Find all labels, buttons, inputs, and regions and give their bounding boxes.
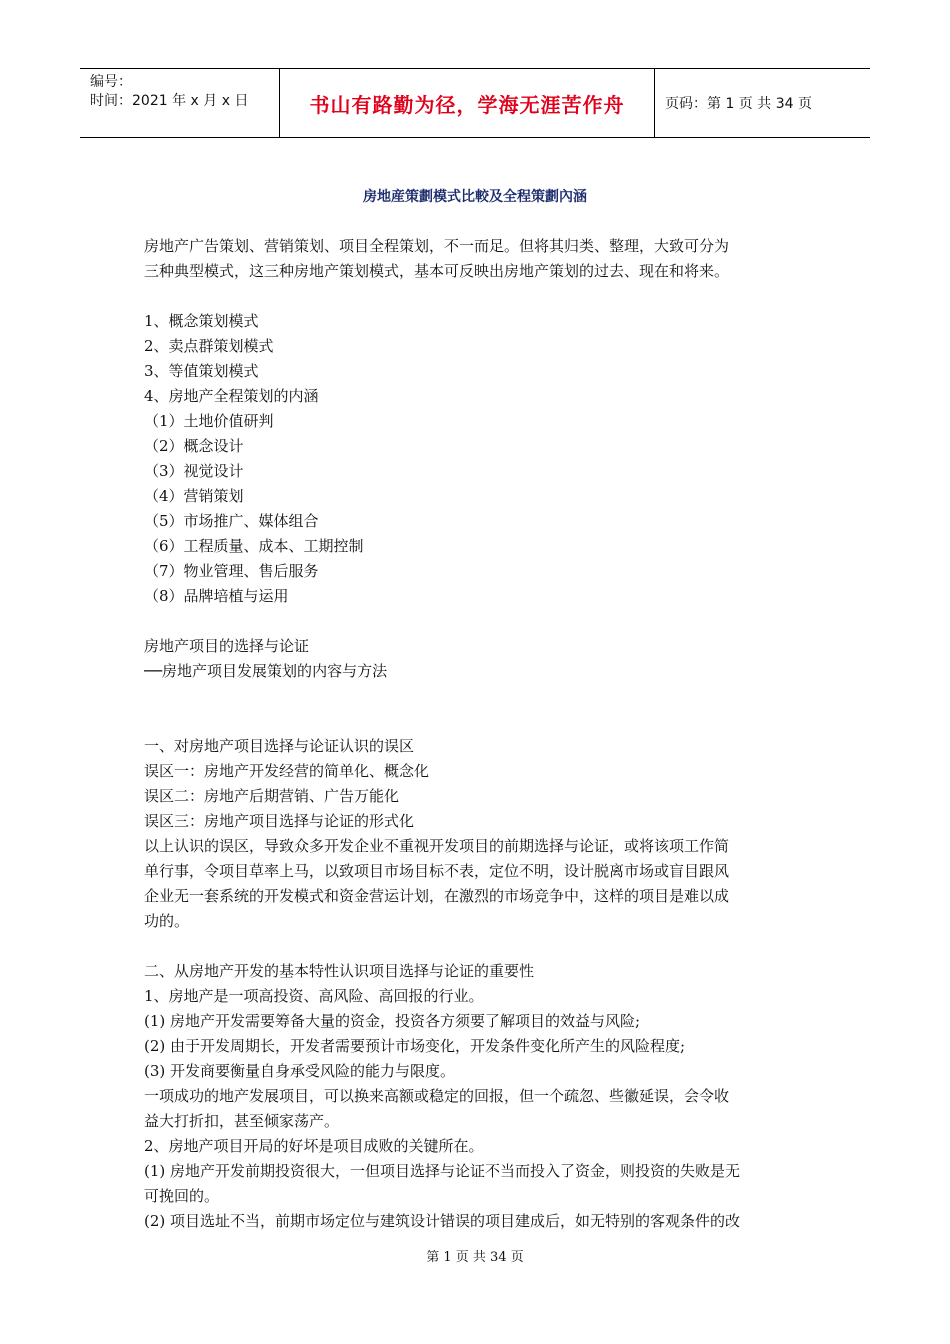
list-item: （6）工程质量、成本、工期控制 — [144, 537, 364, 555]
list-item: 3、等值策划模式 — [144, 362, 259, 380]
list-item: （1）土地价值研判 — [144, 412, 274, 430]
intro-line: 三种典型模式，这三种房地产策划模式，基本可反映出房地产策划的过去、现在和将来。 — [144, 262, 730, 280]
date-label: 时间：2021 年 x 月 x 日 — [90, 93, 249, 109]
section1-line: 一、对房地产项目选择与论证认识的误区 — [144, 737, 415, 755]
section2-line: 一项成功的地产发展项目，可以换来高额或稳定的回报，但一个疏忽、些徽延误，会令收 — [144, 1087, 730, 1105]
document-body — [144, 234, 812, 1234]
section1-line: 单行事，令项目草率上马，以致项目市场目标不表，定位不明，设计脱离市场或盲目跟风 — [144, 862, 730, 880]
section1-line: 误区一：房地产开发经营的简单化、概念化 — [144, 762, 430, 780]
section2-line: 益大打折扣，甚至倾家荡产。 — [144, 1112, 340, 1130]
document-title: 房地産策劃模式比較及全程策劃內涵 — [363, 189, 587, 205]
intro-line: 房地产广告策划、营销策划、项目全程策划，不一而足。但将其归类、整理，大致可分为 — [144, 237, 730, 255]
section2-line: (1) 房地产开发需要筹备大量的资金，投资各方须要了解项目的效益与风险; — [144, 1012, 641, 1030]
header-left-cell — [80, 69, 280, 137]
list-item: （5）市场推广、媒体组合 — [144, 512, 319, 530]
list-item: 1、概念策划模式 — [144, 312, 259, 330]
subtitle-line: ──房地产项目发展策划的内容与方法 — [144, 662, 388, 680]
section2-line: 1、房地产是一项高投资、高风险、高回报的行业。 — [144, 987, 484, 1005]
section2-line: 2、房地产项目开局的好坏是项目成败的关键所在。 — [144, 1137, 484, 1155]
list-item: （7）物业管理、售后服务 — [144, 562, 319, 580]
motto: 书山有路勤为径，学海无涯苦作舟 — [280, 69, 655, 137]
section2-line: 二、从房地产开发的基本特性认识项目选择与论证的重要性 — [144, 962, 535, 980]
page-footer: 第 1 页 共 34 页 — [426, 1250, 524, 1265]
header-table — [80, 68, 870, 138]
list-item: 2、卖点群策划模式 — [144, 337, 274, 355]
page-info: 页码：第 1 页 共 34 页 — [665, 96, 812, 112]
list-item: 4、房地产全程策划的内涵 — [144, 387, 319, 405]
section1-line: 误区二：房地产后期营销、广告万能化 — [144, 787, 400, 805]
section1-line: 功的。 — [144, 912, 190, 930]
section2-line: 可挽回的。 — [144, 1187, 220, 1205]
subtitle-line: 房地产项目的选择与论证 — [144, 637, 310, 655]
number-label: 编号： — [90, 74, 132, 90]
list-item: （3）视觉设计 — [144, 462, 244, 480]
section1-line: 以上认识的误区，导致众多开发企业不重视开发项目的前期选择与论证，或将该项工作简 — [144, 837, 730, 855]
section2-line: (2) 项目选址不当，前期市场定位与建筑设计错误的项目建成后，如无特别的客观条件的改 — [144, 1212, 741, 1230]
section2-line: (1) 房地产开发前期投资很大，一但项目选择与论证不当而投入了资金，则投资的失败是无 — [144, 1162, 741, 1180]
section2-line: (2) 由于开发周期长，开发者需要预计市场变化，开发条件变化所产生的风险程度; — [144, 1037, 686, 1055]
section1-line: 误区三：房地产项目选择与论证的形式化 — [144, 812, 415, 830]
list-item: （2）概念设计 — [144, 437, 244, 455]
list-item: （4）营销策划 — [144, 487, 244, 505]
section2-line: (3) 开发商要衡量自身承受风险的能力与限度。 — [144, 1062, 456, 1080]
section1-line: 企业无一套系统的开发模式和资金营运计划，在激烈的市场竞争中，这样的项目是难以成 — [144, 887, 730, 905]
list-item: （8）品牌培植与运用 — [144, 587, 289, 605]
